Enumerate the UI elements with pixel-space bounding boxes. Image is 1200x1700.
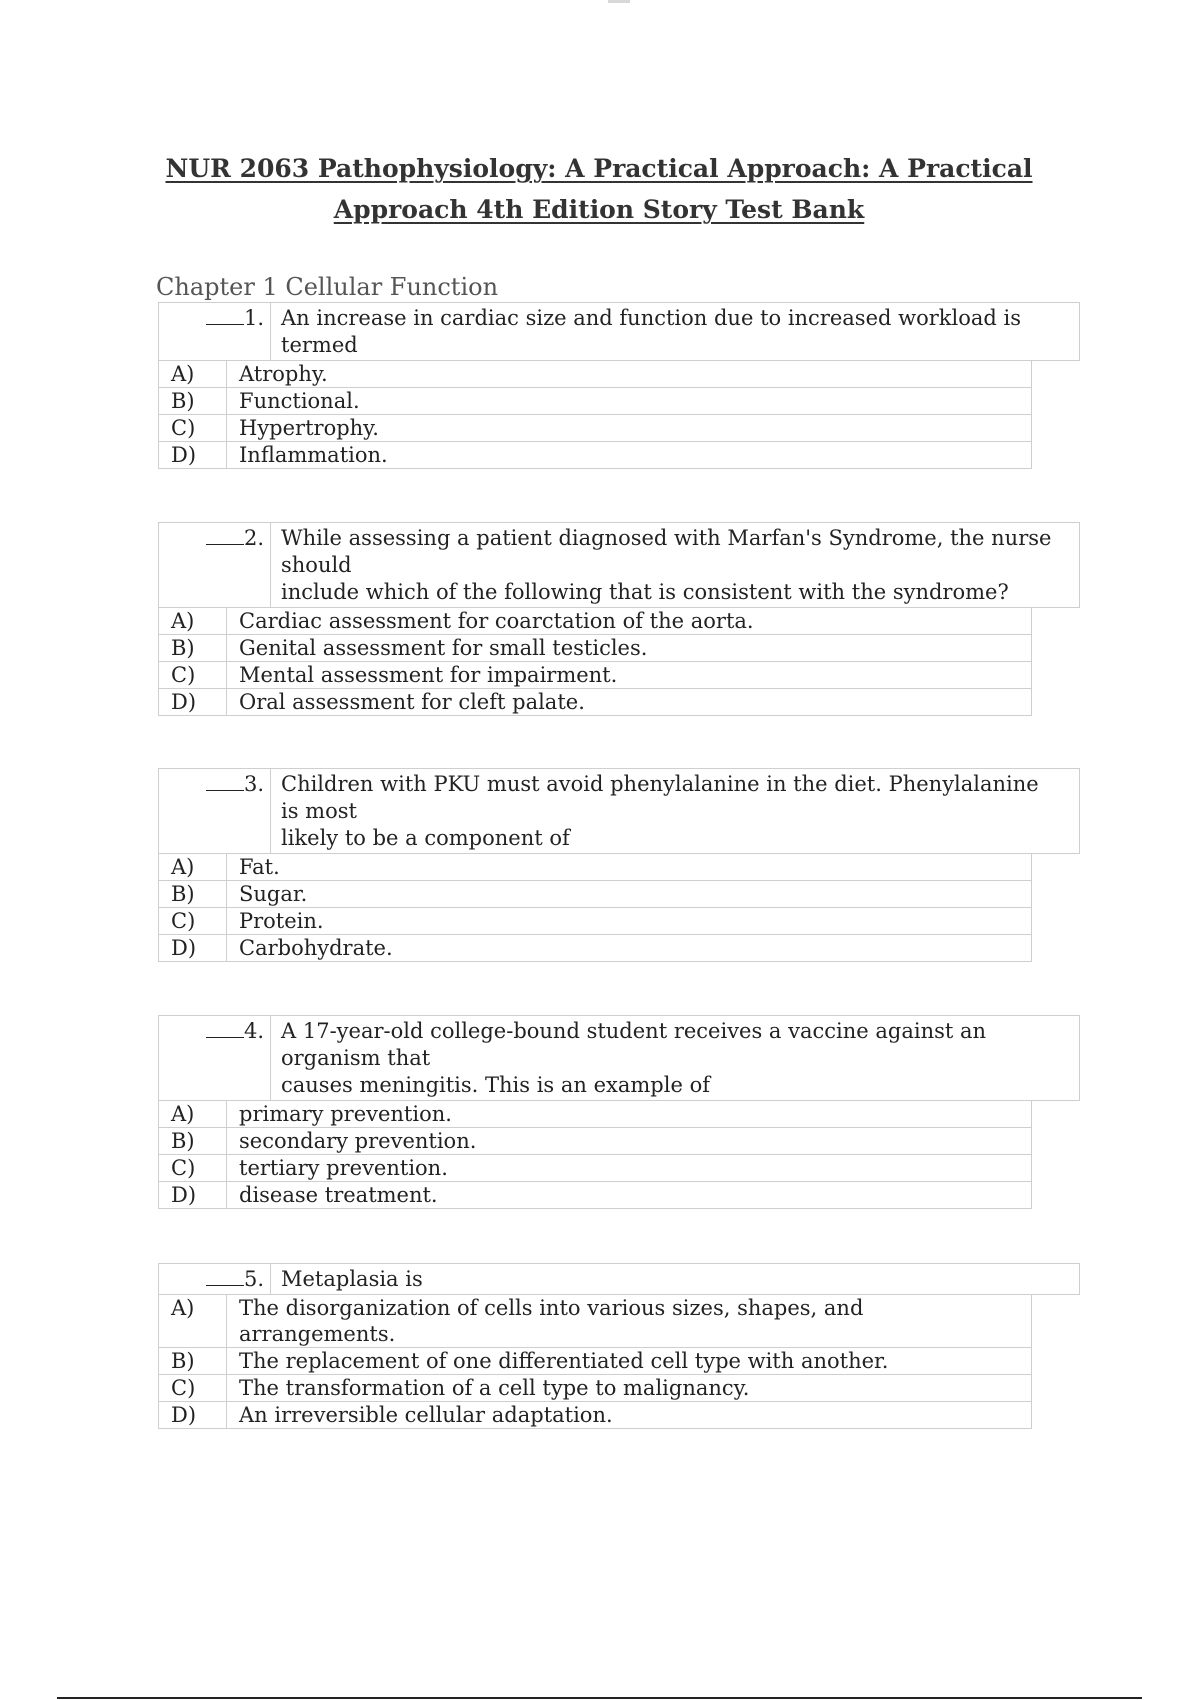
- option-text-line: Protein.: [239, 909, 324, 933]
- question-text-line: While assessing a patient diagnosed with Marfan's Syndrome, the nurse: [281, 526, 1052, 550]
- option-text: [227, 908, 1031, 934]
- question-number-text: 5.: [243, 1267, 264, 1291]
- option-text: [227, 361, 1031, 387]
- option-letter: D): [159, 1182, 227, 1208]
- option-letter: A): [159, 1101, 227, 1127]
- question-number-text: 3.: [243, 772, 264, 796]
- option-row: [158, 388, 1032, 415]
- option-row: [158, 1101, 1032, 1128]
- option-row: [158, 415, 1032, 442]
- option-text: [227, 881, 1031, 907]
- option-letter: C): [159, 908, 227, 934]
- option-letter: B): [159, 881, 227, 907]
- option-row: [158, 1348, 1032, 1375]
- option-letter: B): [159, 388, 227, 414]
- page-footer-rule: [57, 1697, 1142, 1699]
- question-number-text: 4.: [243, 1019, 264, 1043]
- option-row: [158, 689, 1032, 716]
- question-text: [271, 303, 1079, 360]
- option-row: [158, 1402, 1032, 1429]
- answer-blank: [206, 1271, 244, 1286]
- option-row: [158, 1375, 1032, 1402]
- question-text-line: Children with PKU must avoid phenylalanine in the diet. Phenylalanine: [281, 772, 1039, 796]
- option-text: [227, 635, 1031, 661]
- question-stem: [158, 1015, 1080, 1101]
- option-text: [227, 935, 1031, 961]
- option-letter: B): [159, 635, 227, 661]
- option-text: [227, 1155, 1031, 1181]
- question-stem: [158, 522, 1080, 608]
- question-number: [159, 523, 271, 607]
- question-text: [271, 523, 1079, 607]
- option-text-line: arrangements.: [239, 1322, 396, 1346]
- option-letter: A): [159, 608, 227, 634]
- option-letter: A): [159, 361, 227, 387]
- answer-blank: [206, 310, 244, 325]
- question-text-line: is most: [281, 799, 357, 823]
- question-text-line: organism that: [281, 1046, 431, 1070]
- question-number-text: 2.: [243, 526, 264, 550]
- option-letter: D): [159, 442, 227, 468]
- option-text-line: disease treatment.: [239, 1183, 438, 1207]
- question-number: [159, 1016, 271, 1100]
- option-text-line: Functional.: [239, 389, 360, 413]
- question-number: [159, 769, 271, 853]
- option-row: [158, 1182, 1032, 1209]
- option-letter: C): [159, 1155, 227, 1181]
- question-text: [271, 1016, 1079, 1100]
- question-stem: [158, 1263, 1080, 1295]
- option-text-line: secondary prevention.: [239, 1129, 477, 1153]
- question-text-line: A 17-year-old college-bound student receives a vaccine against an: [281, 1019, 987, 1043]
- option-letter: B): [159, 1128, 227, 1154]
- option-text: [227, 388, 1031, 414]
- option-text-line: Atrophy.: [239, 362, 328, 386]
- option-row: [158, 1155, 1032, 1182]
- option-row: [158, 881, 1032, 908]
- option-letter: D): [159, 689, 227, 715]
- question-text-line: should: [281, 553, 352, 577]
- answer-blank: [206, 530, 244, 545]
- option-row: [158, 635, 1032, 662]
- option-text: [227, 1128, 1031, 1154]
- option-text-line: Genital assessment for small testicles.: [239, 636, 648, 660]
- option-text-line: Sugar.: [239, 882, 308, 906]
- option-text-line: Hypertrophy.: [239, 416, 379, 440]
- title-line-1: NUR 2063 Pathophysiology: A Practical Approach: A Practical: [165, 154, 1033, 183]
- question-1: [158, 302, 1080, 469]
- page-top-mark: [608, 0, 630, 3]
- option-text: [227, 662, 1031, 688]
- option-text-line: Carbohydrate.: [239, 936, 393, 960]
- option-row: [158, 608, 1032, 635]
- option-row: [158, 908, 1032, 935]
- option-text-line: Fat.: [239, 855, 280, 879]
- option-letter: A): [159, 1295, 227, 1347]
- option-text: [227, 608, 1031, 634]
- option-letter: D): [159, 935, 227, 961]
- option-text-line: Mental assessment for impairment.: [239, 663, 618, 687]
- question-text-line: include which of the following that is consistent with the syndrome?: [281, 580, 1009, 604]
- question-stem: [158, 302, 1080, 361]
- option-text: [227, 689, 1031, 715]
- question-text-line: causes meningitis. This is an example of: [281, 1073, 710, 1097]
- option-text: [227, 1295, 1031, 1347]
- option-text: [227, 1402, 1031, 1428]
- option-text: [227, 1375, 1031, 1401]
- question-number: [159, 1264, 271, 1294]
- question-text-line: Metaplasia is: [281, 1267, 423, 1291]
- question-text-line: termed: [281, 333, 358, 357]
- option-text-line: Inflammation.: [239, 443, 388, 467]
- option-text-line: The replacement of one differentiated cell type with another.: [239, 1349, 889, 1373]
- option-text-line: The transformation of a cell type to malignancy.: [239, 1376, 750, 1400]
- option-row: [158, 361, 1032, 388]
- option-text: [227, 415, 1031, 441]
- question-number-text: 1.: [243, 306, 264, 330]
- option-text-line: tertiary prevention.: [239, 1156, 448, 1180]
- option-text-line: The disorganization of cells into various sizes, shapes, and: [239, 1296, 864, 1320]
- question-text: [271, 1264, 1079, 1294]
- option-row: [158, 1128, 1032, 1155]
- question-text: [271, 769, 1079, 853]
- question-3: [158, 768, 1080, 962]
- answer-blank: [206, 776, 244, 791]
- option-row: [158, 662, 1032, 689]
- question-number: [159, 303, 271, 360]
- option-text-line: primary prevention.: [239, 1102, 452, 1126]
- title-line-2: Approach 4th Edition Story Test Bank: [333, 195, 865, 224]
- document-title: [160, 148, 1038, 230]
- option-text-line: An irreversible cellular adaptation.: [239, 1403, 613, 1427]
- option-text: [227, 854, 1031, 880]
- option-row: [158, 854, 1032, 881]
- question-5: [158, 1263, 1080, 1429]
- question-4: [158, 1015, 1080, 1209]
- option-row: [158, 935, 1032, 962]
- question-text-line: An increase in cardiac size and function due to increased workload is: [281, 306, 1022, 330]
- option-letter: C): [159, 662, 227, 688]
- option-letter: C): [159, 415, 227, 441]
- option-letter: D): [159, 1402, 227, 1428]
- question-text-line: likely to be a component of: [281, 826, 570, 850]
- option-text: [227, 1182, 1031, 1208]
- option-row: [158, 1295, 1032, 1348]
- question-2: [158, 522, 1080, 716]
- option-text: [227, 1348, 1031, 1374]
- option-letter: C): [159, 1375, 227, 1401]
- chapter-heading: Chapter 1 Cellular Function: [156, 273, 499, 301]
- option-text: [227, 1101, 1031, 1127]
- option-text-line: Oral assessment for cleft palate.: [239, 690, 585, 714]
- option-text-line: Cardiac assessment for coarctation of the aorta.: [239, 609, 754, 633]
- option-letter: B): [159, 1348, 227, 1374]
- option-row: [158, 442, 1032, 469]
- answer-blank: [206, 1023, 244, 1038]
- question-stem: [158, 768, 1080, 854]
- option-text: [227, 442, 1031, 468]
- option-letter: A): [159, 854, 227, 880]
